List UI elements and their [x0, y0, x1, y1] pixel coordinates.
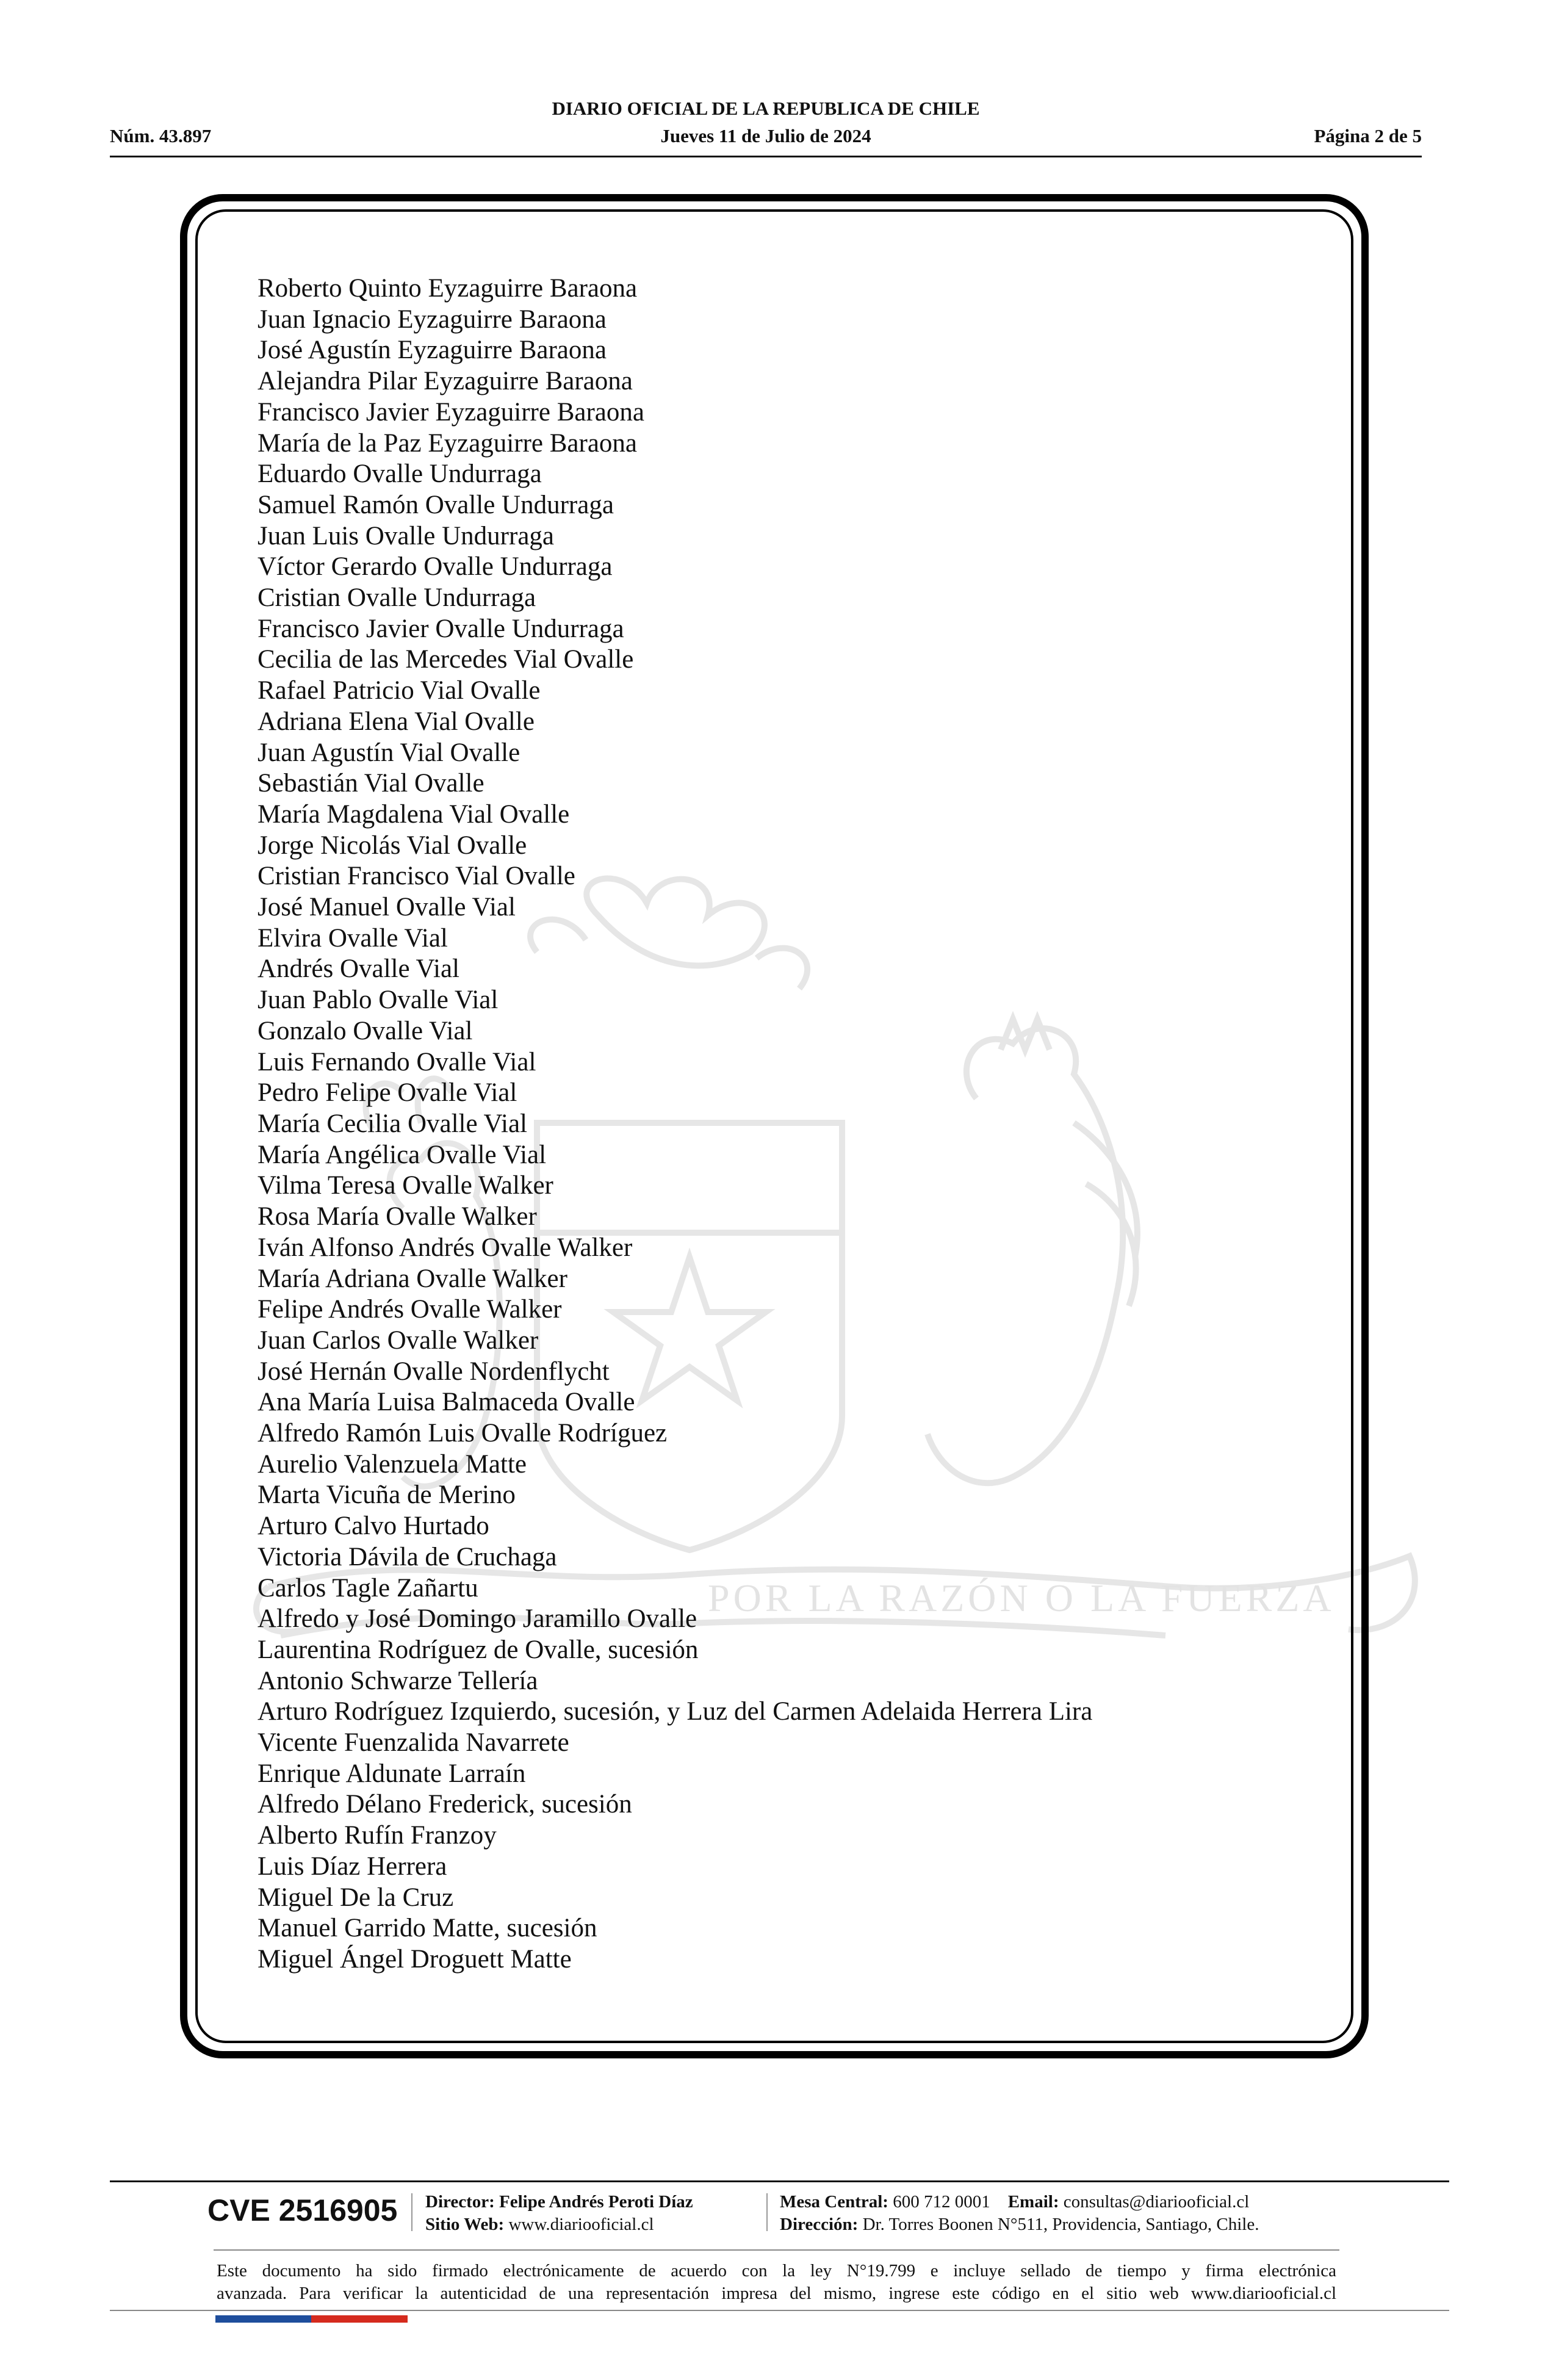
address-label: Dirección: [780, 2215, 859, 2234]
publication-date: Jueves 11 de Julio de 2024 [660, 125, 871, 146]
list-item: Rafael Patricio Vial Ovalle [258, 676, 541, 705]
list-item: Juan Luis Ovalle Undurraga [258, 521, 554, 550]
list-item: Miguel De la Cruz [258, 1883, 454, 1912]
list-item: Manuel Garrido Matte, sucesión [258, 1914, 597, 1943]
list-item: Arturo Calvo Hurtado [258, 1512, 489, 1541]
list-item: Andrés Ovalle Vial [258, 954, 459, 984]
list-item: Juan Agustín Vial Ovalle [258, 738, 520, 767]
list-item: Víctor Gerardo Ovalle Undurraga [258, 552, 613, 582]
list-item: Alfredo y José Domingo Jaramillo Ovalle [258, 1604, 697, 1634]
address-text: Dr. Torres Boonen N°511, Providencia, Santiago, Chile. [862, 2215, 1259, 2234]
cve-code: CVE 2516905 [207, 2193, 398, 2227]
list-item: Luis Fernando Ovalle Vial [258, 1047, 536, 1076]
flag-stripe-blue [215, 2315, 311, 2323]
header-center [110, 95, 1422, 150]
footer-separator [766, 2193, 768, 2231]
list-item: Carlos Tagle Zañartu [258, 1573, 478, 1603]
list-item: Alejandra Pilar Eyzaguirre Baraona [258, 367, 633, 396]
list-item: Jorge Nicolás Vial Ovalle [258, 831, 527, 860]
list-item: María Magdalena Vial Ovalle [258, 799, 570, 829]
list-item: Iván Alfonso Andrés Ovalle Walker [258, 1233, 633, 1262]
phone-number: 600 712 0001 [893, 2192, 990, 2212]
list-item: José Manuel Ovalle Vial [258, 893, 516, 922]
list-item: Luis Díaz Herrera [258, 1852, 447, 1881]
list-item: Elvira Ovalle Vial [258, 923, 448, 953]
list-item: Cristian Francisco Vial Ovalle [258, 862, 575, 891]
list-item: María Angélica Ovalle Vial [258, 1140, 547, 1169]
email-link[interactable]: consultas@diariooficial.cl [1063, 2192, 1250, 2212]
list-item: Enrique Aldunate Larraín [258, 1759, 526, 1788]
list-item: Francisco Javier Eyzaguirre Baraona [258, 397, 644, 427]
list-item: Juan Pablo Ovalle Vial [258, 986, 499, 1015]
footer-separator [411, 2193, 412, 2231]
list-item: Felipe Andrés Ovalle Walker [258, 1295, 562, 1324]
flag-stripe-red [311, 2315, 408, 2323]
legal-notice [217, 2260, 1336, 2305]
list-item: Vilma Teresa Ovalle Walker [258, 1171, 553, 1200]
website-link[interactable]: www.diariooficial.cl [508, 2215, 654, 2234]
list-item: Juan Ignacio Eyzaguirre Baraona [258, 305, 607, 334]
list-item: Ana María Luisa Balmaceda Ovalle [258, 1388, 635, 1417]
list-item: Cecilia de las Mercedes Vial Ovalle [258, 645, 634, 674]
list-item: Miguel Ángel Droguett Matte [258, 1944, 572, 1974]
list-item: Gonzalo Ovalle Vial [258, 1016, 473, 1045]
publication-title: DIARIO OFICIAL DE LA REPUBLICA DE CHILE [552, 98, 980, 119]
list-item: Vicente Fuenzalida Navarrete [258, 1728, 569, 1758]
footer-rule-top [110, 2180, 1449, 2182]
list-item: Marta Vicuña de Merino [258, 1480, 516, 1510]
list-item: Samuel Ramón Ovalle Undurraga [258, 490, 614, 519]
list-item: María de la Paz Eyzaguirre Baraona [258, 428, 637, 458]
header-rule [110, 156, 1422, 157]
footer-rule-mid [214, 2249, 1339, 2251]
list-item: Cristian Ovalle Undurraga [258, 583, 536, 613]
list-item: Adriana Elena Vial Ovalle [258, 707, 535, 736]
page-indicator: Página 2 de 5 [1314, 125, 1422, 146]
list-item: Antonio Schwarze Tellería [258, 1666, 538, 1695]
list-item: Alfredo Ramón Luis Ovalle Rodríguez [258, 1419, 668, 1448]
list-item: José Agustín Eyzaguirre Baraona [258, 336, 607, 365]
list-item: Aurelio Valenzuela Matte [258, 1449, 527, 1479]
footer-rule-bottom [110, 2310, 1449, 2311]
watermark-motto: POR LA RAZÓN O LA FUERZA [708, 1576, 1335, 1620]
phone-label: Mesa Central: [780, 2192, 888, 2212]
names-list [258, 273, 1092, 1975]
list-item: María Adriana Ovalle Walker [258, 1264, 567, 1293]
list-item: José Hernán Ovalle Nordenflycht [258, 1357, 610, 1386]
list-item: Rosa María Ovalle Walker [258, 1202, 537, 1231]
list-item: Alfredo Délano Frederick, sucesión [258, 1790, 632, 1819]
list-item: Eduardo Ovalle Undurraga [258, 460, 542, 489]
list-item: Francisco Javier Ovalle Undurraga [258, 614, 624, 643]
list-item: Pedro Felipe Ovalle Vial [258, 1078, 517, 1108]
footer-contact-block [780, 2191, 1259, 2236]
list-item: Victoria Dávila de Cruchaga [258, 1542, 557, 1571]
issue-number: Núm. 43.897 [110, 125, 212, 146]
page-header [110, 95, 1422, 162]
website-label: Sitio Web: [425, 2215, 505, 2234]
legal-line: avanzada. Para verificar la autenticidad de una representación impresa del mismo, ingrese este código en el sitio web www.diariooficial.cl [217, 2284, 1336, 2303]
director-label: Director: [425, 2192, 495, 2212]
email-label: Email: [1007, 2192, 1059, 2212]
list-item: María Cecilia Ovalle Vial [258, 1109, 527, 1138]
list-item: Arturo Rodríguez Izquierdo, sucesión, y Luz del Carmen Adelaida Herrera Lira [258, 1697, 1093, 1726]
list-item: Laurentina Rodríguez de Ovalle, sucesión [258, 1635, 699, 1664]
legal-line: Este documento ha sido firmado electrónicamente de acuerdo con la ley N°19.799 e incluye sellado de tiempo y firma electrónica [217, 2261, 1336, 2281]
list-item: Roberto Quinto Eyzaguirre Baraona [258, 274, 638, 303]
director-name: Felipe Andrés Peroti Díaz [499, 2192, 693, 2212]
list-item: Alberto Rufín Franzoy [258, 1821, 497, 1850]
list-item: Sebastián Vial Ovalle [258, 769, 484, 798]
list-item: Juan Carlos Ovalle Walker [258, 1325, 539, 1355]
footer-director-block [425, 2191, 693, 2236]
